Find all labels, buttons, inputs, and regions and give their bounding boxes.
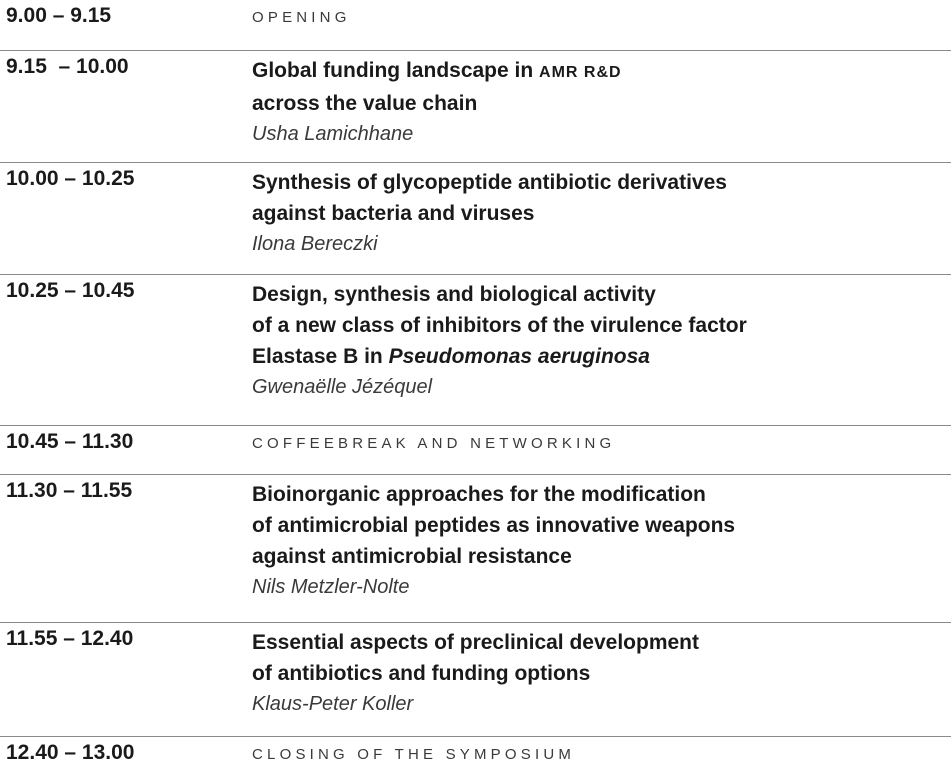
talk-title-text: Global funding landscape in bbox=[252, 59, 540, 82]
session-time: 12.40 – 13.00 bbox=[6, 741, 135, 764]
speaker-name: Ilona Bereczki bbox=[252, 233, 378, 255]
session-time: 10.00 – 10.25 bbox=[6, 167, 135, 190]
talk-title-line: Bioinorganic approaches for the modification bbox=[252, 483, 706, 506]
species-name: Pseudomonas aeruginosa bbox=[388, 345, 650, 368]
speaker-name: Nils Metzler-Nolte bbox=[252, 576, 410, 598]
session-label: COFFEEBREAK AND NETWORKING bbox=[252, 435, 616, 452]
schedule-row-talk bbox=[0, 474, 951, 613]
session-time: 9.00 – 9.15 bbox=[6, 4, 112, 27]
session-label: CLOSING OF THE SYMPOSIUM bbox=[252, 746, 576, 763]
talk-title-line bbox=[252, 55, 942, 88]
talk-title-line: across the value chain bbox=[252, 92, 478, 115]
schedule-row-talk bbox=[0, 162, 951, 269]
schedule-row-talk bbox=[0, 50, 951, 159]
session-time: 11.30 – 11.55 bbox=[6, 479, 133, 502]
talk-title-line: of a new class of inhibitors of the virulence factor bbox=[252, 314, 747, 337]
speaker-name: Gwenaëlle Jézéquel bbox=[252, 376, 433, 398]
talk-title-line bbox=[252, 341, 942, 372]
session-time: 11.55 – 12.40 bbox=[6, 627, 134, 650]
talk-title-line: Design, synthesis and biological activity bbox=[252, 283, 656, 306]
session-label: OPENING bbox=[252, 9, 351, 26]
schedule-row-closing bbox=[0, 736, 951, 777]
talk-title-text: Elastase B in bbox=[252, 345, 389, 368]
schedule-row-talk bbox=[0, 274, 951, 421]
session-time: 9.15 – 10.00 bbox=[6, 55, 129, 78]
speaker-name: Usha Lamichhane bbox=[252, 123, 414, 145]
schedule-row-talk bbox=[0, 622, 951, 733]
talk-title-abbreviation: AMR R&D bbox=[539, 64, 622, 81]
talk-title-line: of antibiotics and funding options bbox=[252, 662, 591, 685]
talk-title-line: Synthesis of glycopeptide antibiotic derivatives bbox=[252, 171, 727, 194]
session-time: 10.25 – 10.45 bbox=[6, 279, 135, 302]
schedule-row-break bbox=[0, 425, 951, 470]
talk-title-line: against bacteria and viruses bbox=[252, 202, 535, 225]
speaker-name: Klaus-Peter Koller bbox=[252, 693, 414, 715]
talk-title-line: of antimicrobial peptides as innovative weapons bbox=[252, 514, 736, 537]
session-time: 10.45 – 11.30 bbox=[6, 430, 134, 453]
schedule-row-opening bbox=[0, 0, 951, 48]
talk-title-line: against antimicrobial resistance bbox=[252, 545, 572, 568]
talk-title-line: Essential aspects of preclinical development bbox=[252, 631, 699, 654]
